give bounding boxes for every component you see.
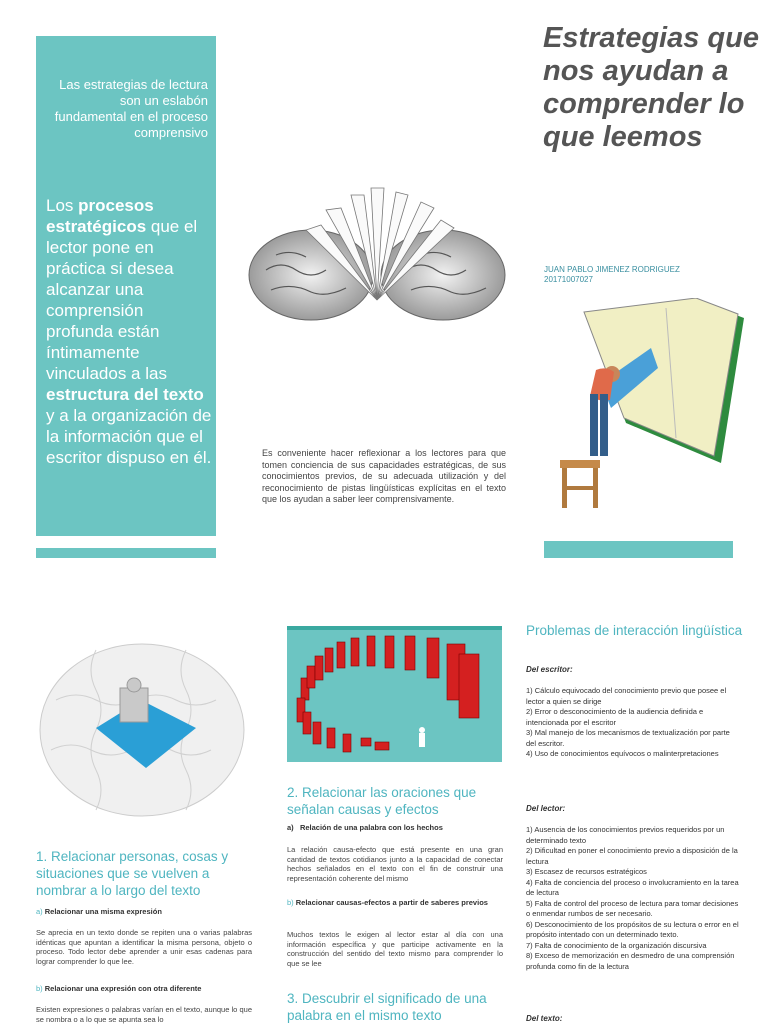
section2-a-text: La relación causa-efecto que está presente en una gran cantidad de textos cotidianos junto a la capacidad de conectar hechos señalados en el texto con el fin de construir una representación coherente del mismo — [287, 845, 503, 883]
problems-title: Problemas de interacción lingüística — [526, 623, 743, 638]
list-item: 8) Exceso de memorización en desmedro de una comprensión profunda como fin de la lectura — [526, 951, 735, 971]
texto-label: Del texto: — [526, 1014, 563, 1023]
middle-paragraph: Es conveniente hacer reflexionar a los lectores para que tomen conciencia de sus capacidades estratégicas, de sus conocimientos previos, de su adecuada utilización y del reconocimiento de pistas lingüísticas explícitas en el texto que los ayudan a saber leer comprensivamente. — [262, 448, 506, 504]
section2-b-heading: b) Relacionar causas-efectos a partir de saberes previos — [287, 898, 488, 907]
list-item: 5) Falta de control del proceso de lectura para tomar decisiones o enmendar rumbos de ser necesario. — [526, 898, 739, 918]
list-item: 4) Uso de conocimientos equívocos o malinterpretaciones — [526, 749, 719, 758]
puzzle-image — [36, 640, 248, 825]
lector-list — [526, 825, 740, 972]
list-item: 3) Mal manejo de los mecanismos de textualización por parte del escritor. — [526, 728, 730, 748]
section1-title: 1. Relacionar personas, cosas y situaciones que se vuelven a nombrar a lo largo del texto — [36, 849, 229, 898]
section1-a-text: Se aprecia en un texto donde se repiten una o varias palabras idénticas que apuntan a identificar la misma persona, objeto o proceso. Todo lector debe aprender a unir esas cadenas para lograr comprender lo que lee. — [36, 928, 252, 966]
lector-label: Del lector: — [526, 804, 566, 813]
man-reading-book-image — [546, 298, 746, 510]
list-item: 7) Falta de conocimiento de la organización discursiva — [526, 940, 707, 950]
section1-b-heading: b) Relacionar una expresión con otra diferente — [36, 984, 202, 993]
escritor-list — [526, 686, 740, 760]
list-item: 4) Falta de conciencia del proceso o involucramiento en la tarea de lectura — [526, 877, 739, 897]
section1-b-text: Existen expresiones o palabras varían en el texto, aunque lo que se nombra o a lo que se apunta sea lo — [36, 1005, 252, 1024]
brain-book-image — [246, 180, 508, 335]
intro-text: Las estrategias de lectura son un eslabón fundamental en el proceso comprensivo — [54, 77, 208, 140]
procesos-text: Los procesos estratégicos que el lector pone en práctica si desea alcanzar una comprensión profunda están íntimamente vinculados a las estructura del texto y a la organización de la información que el escritor dispuso en él. — [46, 196, 212, 467]
left-divider-bar — [36, 548, 216, 558]
section3-title: 3. Descubrir el significado de una palabra en el mismo texto — [287, 991, 487, 1023]
author-name: JUAN PABLO JIMENEZ RODRIGUEZ — [544, 265, 680, 274]
domino-image — [287, 630, 502, 762]
section2-b-text: Muchos textos le exigen al lector estar al día con una información específica y que participe activamente en la construcción del sentido del texto mismo para comprender lo que se lee — [287, 930, 503, 968]
right-divider-bar — [544, 541, 733, 558]
escritor-label: Del escritor: — [526, 665, 573, 674]
list-item: 2) Dificultad en poner el conocimiento previo a disposición de la lectura — [526, 846, 738, 866]
list-item: 1) Cálculo equivocado del conocimiento previo que posee el lector a quien se dirige — [526, 686, 727, 706]
page-title: Estrategias que nos ayudan a comprender lo que leemos — [543, 22, 759, 153]
section2-title: 2. Relacionar las oraciones que señalan causas y efectos — [287, 785, 477, 817]
list-item: 1) Ausencia de los conocimientos previos requeridos por un determinado texto — [526, 825, 725, 845]
author-id: 20171007027 — [544, 275, 593, 284]
section1-a-heading: a) Relacionar una misma expresión — [36, 907, 162, 916]
list-item: 3) Escasez de recursos estratégicos — [526, 867, 647, 876]
list-item: 2) Error o desconocimiento de la audiencia definida e intencionada por el escritor — [526, 707, 704, 727]
list-item: 6) Desconocimiento de los propósitos de su lectura o error en el propósito intentado con un determinado texto. — [526, 919, 739, 939]
section2-a-heading: a) Relación de una palabra con los hechos — [287, 823, 443, 832]
author-block — [544, 265, 744, 285]
